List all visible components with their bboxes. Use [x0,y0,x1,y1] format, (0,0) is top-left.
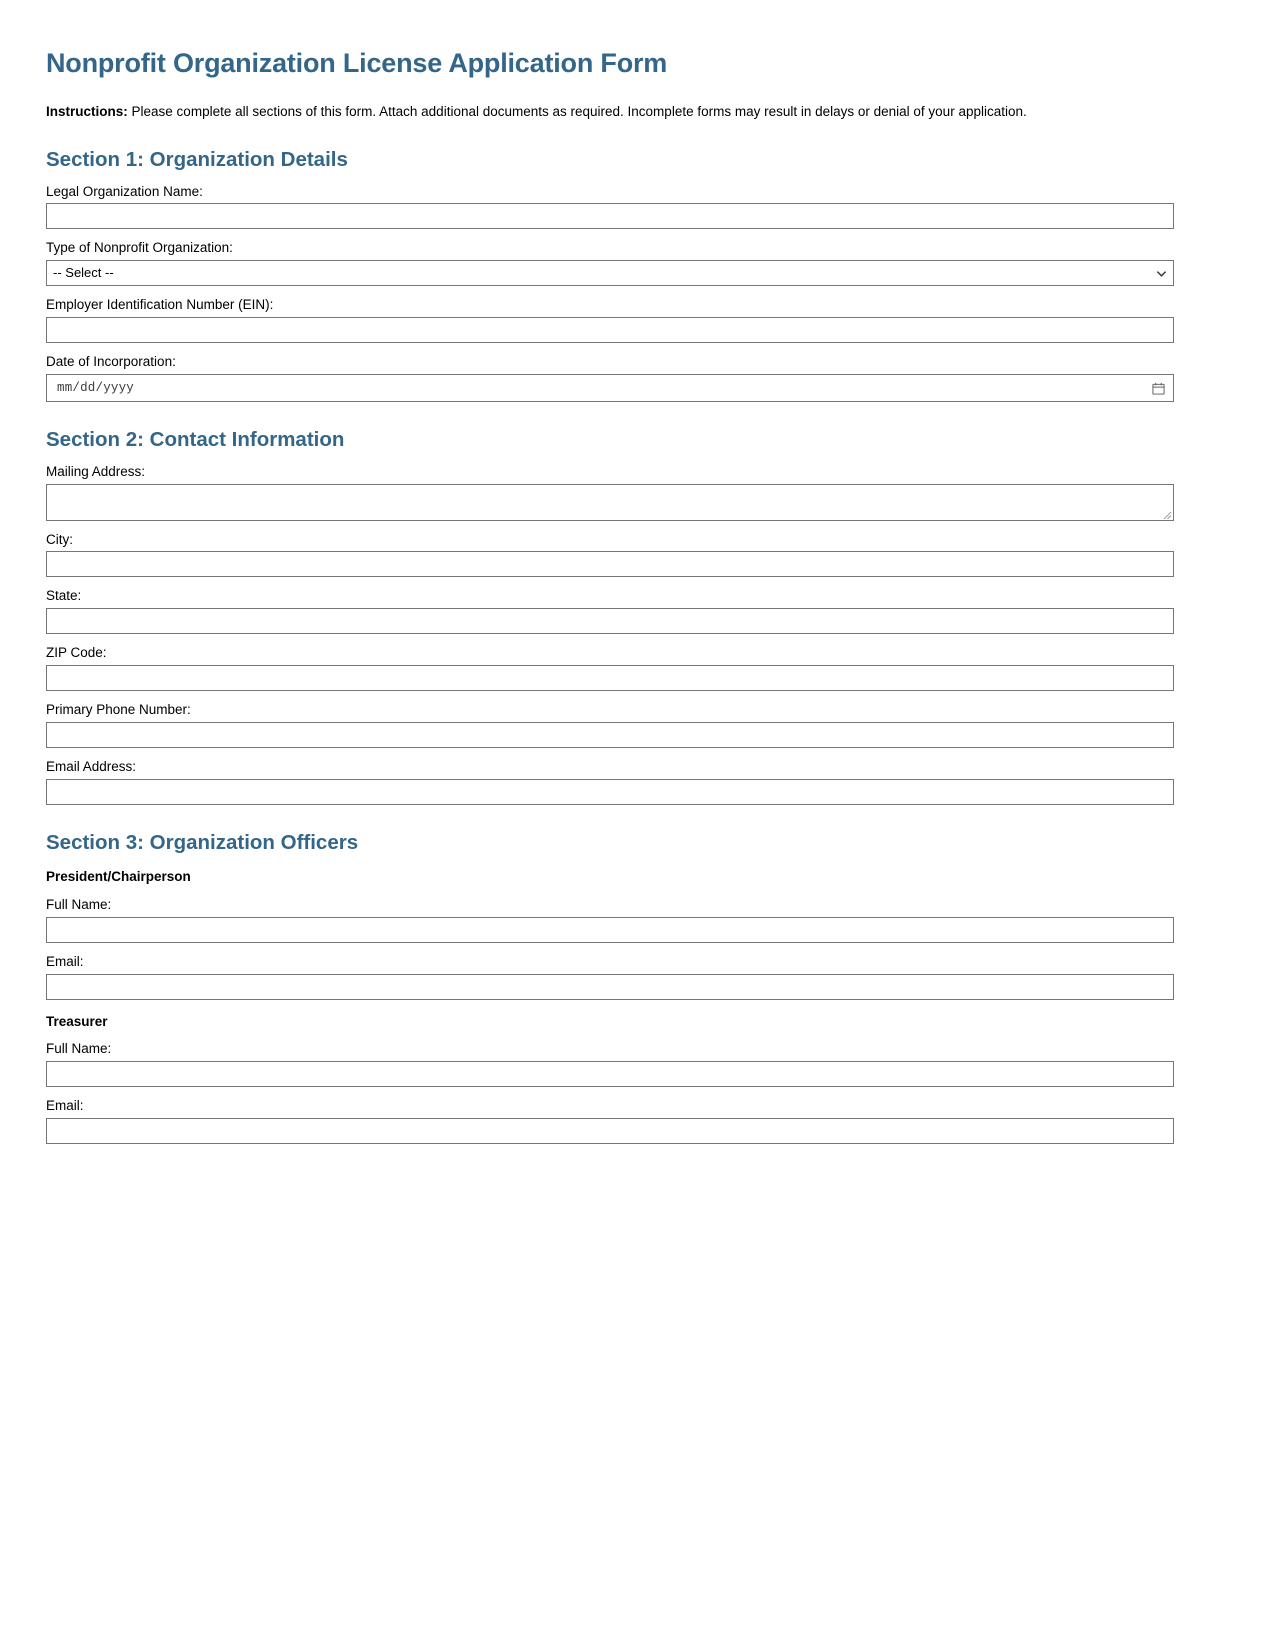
field-treasurer-email [46,1087,1174,1144]
mailing-address-textarea[interactable] [46,484,1174,521]
field-label-mailing-address: Mailing Address: [46,463,146,479]
chevron-down-icon [1156,261,1167,285]
field-email-address [46,748,1174,805]
field-label-primary-phone-number: Primary Phone Number: [46,702,191,718]
field-date-of-incorporation [46,343,1174,402]
field-label-zip-code: ZIP Code: [46,645,107,661]
resize-grip-icon[interactable] [1161,508,1172,519]
field-label-treasurer-full-name: Full Name: [46,1041,112,1057]
form-content [46,0,1174,1200]
section-heading-organization-details: Section 1: Organization Details [46,147,348,171]
field-label-nonprofit-type: Type of Nonprofit Organization: [46,240,233,256]
instructions-label: Instructions: [46,104,128,120]
president-full-name-input[interactable] [46,917,1174,943]
nonprofit-type-select[interactable] [46,260,1174,286]
field-label-state: State: [46,588,82,604]
email-address-input[interactable] [46,779,1174,805]
field-zip-code [46,634,1174,691]
instructions-text: Please complete all sections of this form. Attach additional documents as required. Incomplete forms may result in delays or denial of your application. [131,104,1027,120]
instructions [46,79,1174,122]
calendar-icon[interactable] [1152,375,1165,401]
field-treasurer-full-name [46,1030,1174,1087]
field-primary-phone-number [46,691,1174,748]
field-label-president-full-name: Full Name: [46,897,112,913]
page-title: Nonprofit Organization License Application Form [46,48,668,78]
nonprofit-type-selected-value: -- Select -- [53,265,114,281]
field-label-city: City: [46,531,73,547]
field-ein [46,286,1174,343]
field-label-treasurer-email: Email: [46,1098,84,1114]
field-label-ein: Employer Identification Number (EIN): [46,297,274,313]
state-input[interactable] [46,608,1174,634]
field-label-legal-organization-name: Legal Organization Name: [46,183,203,199]
field-mailing-address [46,453,1174,521]
field-label-date-of-incorporation: Date of Incorporation: [46,354,176,370]
field-president-full-name [46,886,1174,943]
section-heading-organization-officers: Section 3: Organization Officers [46,830,359,854]
field-president-email [46,943,1174,1000]
field-legal-organization-name [46,173,1174,230]
treasurer-email-input[interactable] [46,1118,1174,1144]
legal-organization-name-input[interactable] [46,203,1174,229]
officer-role-president: President/Chairperson [46,869,191,885]
field-nonprofit-type [46,229,1174,286]
ein-input[interactable] [46,317,1174,343]
date-of-incorporation-input[interactable] [46,374,1174,402]
city-input[interactable] [46,551,1174,577]
primary-phone-number-input[interactable] [46,722,1174,748]
field-label-email-address: Email Address: [46,759,137,774]
field-state [46,577,1174,634]
president-email-input[interactable] [46,974,1174,1000]
treasurer-full-name-input[interactable] [46,1061,1174,1087]
officer-role-treasurer: Treasurer [46,1013,108,1029]
section-heading-contact-information: Section 2: Contact Information [46,428,345,452]
date-placeholder: mm/dd/yyyy [57,381,135,396]
field-label-president-email: Email: [46,953,84,969]
field-city [46,521,1174,578]
zip-code-input[interactable] [46,665,1174,691]
